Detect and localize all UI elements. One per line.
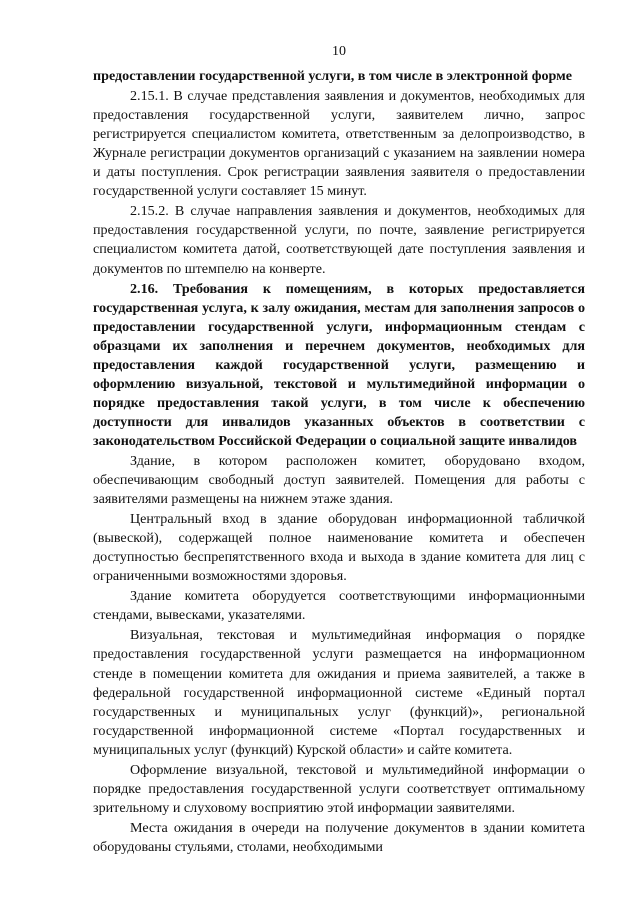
paragraph: Здание комитета оборудуется соответствующими информационными стендами, вывесками, указателями. (93, 588, 585, 624)
paragraph: Визуальная, текстовая и мультимедийная информация о порядке предоставления государственной услуги размещается на информационном стенде в помещении комитета для ожидания и приема заявителей, а также в федеральной государственной информационной системе «Единый портал государственных и муниципальных услуг (функций)», региональной государственной информационной системе «Портал государственных и муниципальных услуг (функций) Курской области» и сайте комитета. (93, 627, 585, 758)
paragraph: Оформление визуальной, текстовой и мультимедийной информации о порядке предоставления государственной услуги соответствует оптимальному зрительному и слуховому восприятию этой информации заявителями. (93, 761, 585, 816)
page-number: 10 (332, 44, 346, 59)
section-heading: предоставлении государственной услуги, в том числе в электронной форме (93, 68, 573, 85)
section-heading: 2.16. Требования к помещениям, в которых предоставляется государственная услуга, к залу ожидания, местам для заполнения запросов о предоставлении государственной услуги, информационным стендам с образцами их заполнения и перечнем документов, необходимых для предоставления каждой государственной услуги, размещению и оформлению визуальной, текстовой и мультимедийной информации о порядке предоставления такой услуги, в том числе к обеспечению доступности для инвалидов указанных объектов в соответствии с законодательством Российской Федерации о социальной защите инвалидов (93, 280, 585, 449)
paragraph: Места ожидания в очереди на получение документов в здании комитета оборудованы стульями, столами, необходимыми (93, 819, 585, 855)
paragraph: 2.15.2. В случае направления заявления и документов, необходимых для предоставления государственной услуги, по почте, заявление регистрируется специалистом комитета датой, соответствующей дате поступления заявления и документов по штемпелю на конверте. (93, 203, 585, 277)
document-page (93, 42, 585, 857)
document-body (93, 67, 585, 857)
paragraph: Здание, в котором расположен комитет, оборудовано входом, обеспечивающим свободный доступ заявителей. Помещения для работы с заявителями размещены на нижнем этаже здания. (93, 452, 585, 508)
paragraph: 2.15.1. В случае представления заявления и документов, необходимых для предоставления государственной услуги, заявителем лично, запрос регистрируется специалистом комитета, ответственным за делопроизводство, в Журнале регистрации документов организаций с указанием на заявлении номера и даты поступления. Срок регистрации заявления заявителя о предоставлении государственной услуги составляет 15 минут. (93, 88, 585, 200)
paragraph: Центральный вход в здание оборудован информационной табличкой (вывеской), содержащей полное наименование комитета и обеспечен доступностью беспрепятственного входа и выхода в здание комитета для лиц с ограниченными возможностями здоровья. (93, 511, 585, 585)
